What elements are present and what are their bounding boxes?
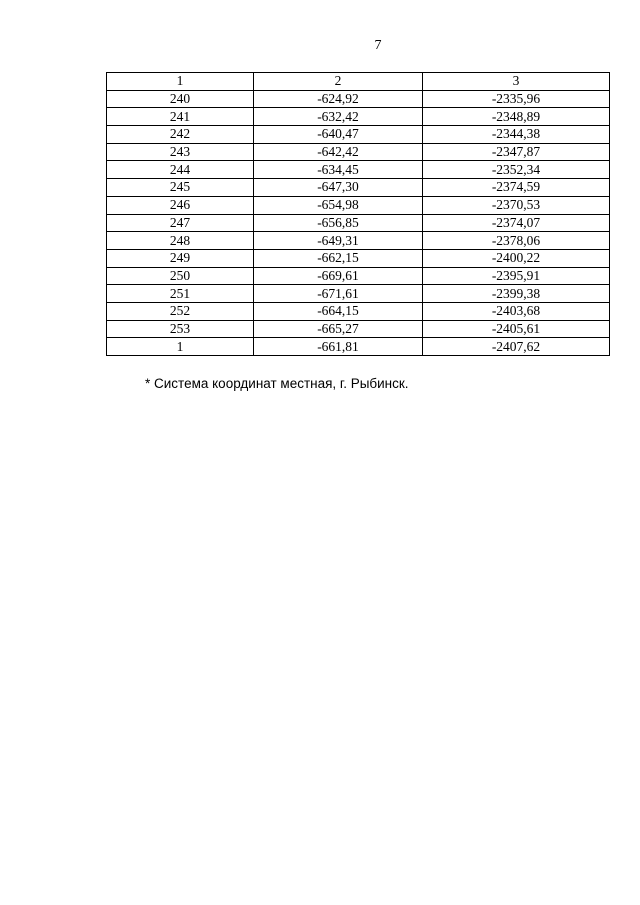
cell-point-number: 252	[107, 302, 254, 320]
header-cell-point-number: 1	[107, 73, 254, 91]
table-header-row	[107, 73, 610, 91]
cell-y: -2400,22	[423, 249, 610, 267]
cell-y: -2352,34	[423, 161, 610, 179]
cell-point-number: 250	[107, 267, 254, 285]
cell-y: -2370,53	[423, 196, 610, 214]
cell-x: -664,15	[254, 302, 423, 320]
cell-x: -669,61	[254, 267, 423, 285]
cell-point-number: 251	[107, 285, 254, 303]
header-cell-x: 2	[254, 73, 423, 91]
cell-x: -624,92	[254, 90, 423, 108]
table-row	[107, 232, 610, 250]
cell-point-number: 241	[107, 108, 254, 126]
table-row	[107, 249, 610, 267]
table-body	[107, 90, 610, 355]
table-row	[107, 302, 610, 320]
table-row	[107, 338, 610, 356]
cell-y: -2347,87	[423, 143, 610, 161]
cell-y: -2403,68	[423, 302, 610, 320]
footnote: * Система координат местная, г. Рыбинск.	[145, 376, 409, 391]
table-row	[107, 196, 610, 214]
cell-y: -2395,91	[423, 267, 610, 285]
table-row	[107, 143, 610, 161]
cell-point-number: 246	[107, 196, 254, 214]
cell-point-number: 1	[107, 338, 254, 356]
header-cell-y: 3	[423, 73, 610, 91]
cell-y: -2378,06	[423, 232, 610, 250]
cell-x: -642,42	[254, 143, 423, 161]
cell-point-number: 244	[107, 161, 254, 179]
cell-y: -2344,38	[423, 126, 610, 144]
table-row	[107, 285, 610, 303]
coordinates-table	[106, 72, 610, 356]
page-number: 7	[374, 38, 382, 53]
cell-y: -2399,38	[423, 285, 610, 303]
cell-point-number: 247	[107, 214, 254, 232]
table-row	[107, 90, 610, 108]
cell-x: -632,42	[254, 108, 423, 126]
table-row	[107, 179, 610, 197]
table-row	[107, 161, 610, 179]
cell-point-number: 240	[107, 90, 254, 108]
cell-x: -656,85	[254, 214, 423, 232]
cell-y: -2374,59	[423, 179, 610, 197]
cell-x: -661,81	[254, 338, 423, 356]
cell-y: -2407,62	[423, 338, 610, 356]
table-row	[107, 320, 610, 338]
cell-point-number: 245	[107, 179, 254, 197]
cell-x: -649,31	[254, 232, 423, 250]
cell-point-number: 248	[107, 232, 254, 250]
cell-y: -2335,96	[423, 90, 610, 108]
cell-point-number: 243	[107, 143, 254, 161]
table-row	[107, 126, 610, 144]
cell-x: -640,47	[254, 126, 423, 144]
cell-x: -634,45	[254, 161, 423, 179]
cell-point-number: 249	[107, 249, 254, 267]
cell-x: -671,61	[254, 285, 423, 303]
cell-point-number: 253	[107, 320, 254, 338]
cell-y: -2374,07	[423, 214, 610, 232]
cell-point-number: 242	[107, 126, 254, 144]
table-row	[107, 214, 610, 232]
cell-x: -665,27	[254, 320, 423, 338]
cell-x: -654,98	[254, 196, 423, 214]
cell-y: -2348,89	[423, 108, 610, 126]
table-row	[107, 267, 610, 285]
cell-x: -662,15	[254, 249, 423, 267]
cell-x: -647,30	[254, 179, 423, 197]
table-row	[107, 108, 610, 126]
cell-y: -2405,61	[423, 320, 610, 338]
